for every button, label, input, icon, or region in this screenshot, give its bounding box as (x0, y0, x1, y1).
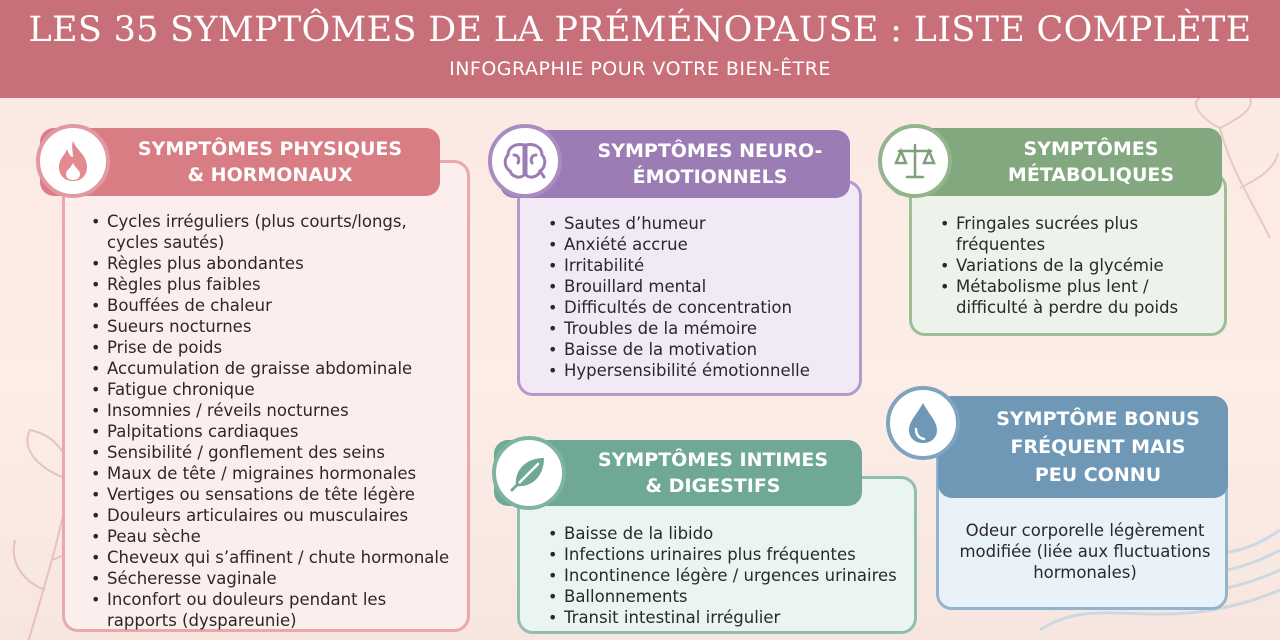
list-item: • Vertiges ou sensations de tête légère (89, 484, 459, 505)
list-item: • Prise de poids (89, 337, 459, 358)
flame-icon (36, 124, 110, 198)
scale-icon (878, 124, 952, 198)
list-item: • Troubles de la mémoire (546, 318, 856, 339)
list-item: • Sueurs nocturnes (89, 316, 459, 337)
intimate-symptoms-list (546, 523, 916, 628)
list-item: • Sensibilité / gonflement des seins (89, 442, 459, 463)
list-item: • Baisse de la motivation (546, 339, 856, 360)
list-item: • Difficultés de concentration (546, 297, 856, 318)
intimate-symptoms-title: SYMPTÔMES INTIMES & DIGESTIFS (597, 449, 829, 497)
list-item: • Fringales sucrées plus fréquentes (938, 213, 1222, 255)
leaf-icon (492, 436, 566, 510)
list-item: • Règles plus abondantes (89, 253, 459, 274)
list-item: • Palpitations cardiaques (89, 421, 459, 442)
list-item: • Irritabilité (546, 255, 856, 276)
list-item: • Transit intestinal irrégulier (546, 607, 916, 628)
list-item: • Variations de la glycémie (938, 255, 1222, 276)
header-banner (0, 0, 1280, 98)
metabolic-symptoms-card (909, 172, 1227, 336)
list-item: • Fatigue chronique (89, 379, 459, 400)
list-item: • Sautes d’humeur (546, 213, 856, 234)
list-item: • Métabolisme plus lent / difficulté à perdre du poids (938, 276, 1222, 318)
physical-symptoms-card (62, 160, 470, 632)
list-item: • Insomnies / réveils nocturnes (89, 400, 459, 421)
metabolic-symptoms-list (938, 213, 1222, 318)
page-title: LES 35 SYMPTÔMES DE LA PRÉMÉNOPAUSE : LISTE COMPLÈTE (28, 10, 1252, 50)
neuro-symptoms-list (546, 213, 856, 381)
list-item: • Cycles irréguliers (plus courts/longs, cycles sautés) (89, 211, 459, 253)
list-item: • Inconfort ou douleurs pendant les rapports (dyspareunie) (89, 589, 459, 631)
list-item: • Sécheresse vaginale (89, 568, 459, 589)
bonus-symptom-text: Odeur corporelle légèrement modifiée (liée aux fluctuations hormonales) (959, 521, 1211, 582)
bonus-symptom-heading (938, 396, 1228, 498)
list-item: • Peau sèche (89, 526, 459, 547)
neuro-symptoms-title: SYMPTÔMES NEURO-ÉMOTIONNELS (597, 140, 823, 188)
physical-symptoms-title: SYMPTÔMES PHYSIQUES & HORMONAUX (137, 138, 403, 186)
physical-symptoms-list (89, 211, 459, 631)
page-subtitle: INFOGRAPHIE POUR VOTRE BIEN-ÊTRE (449, 58, 831, 80)
list-item: • Incontinence légère / urgences urinaires (546, 565, 916, 586)
brain-icon (488, 124, 562, 198)
list-item: • Hypersensibilité émotionnelle (546, 360, 856, 381)
neuro-symptoms-card (517, 180, 862, 396)
list-item: • Douleurs articulaires ou musculaires (89, 505, 459, 526)
list-item: • Maux de tête / migraines hormonales (89, 463, 459, 484)
list-item: • Ballonnements (546, 586, 916, 607)
metabolic-symptoms-title: SYMPTÔMES MÉTABOLIQUES (1007, 138, 1175, 186)
list-item: • Anxiété accrue (546, 234, 856, 255)
water-drop-icon (886, 386, 960, 460)
list-item: • Infections urinaires plus fréquentes (546, 544, 916, 565)
list-item: • Accumulation de graisse abdominale (89, 358, 459, 379)
list-item: • Bouffées de chaleur (89, 295, 459, 316)
list-item: • Brouillard mental (546, 276, 856, 297)
list-item: • Cheveux qui s’affinent / chute hormonale (89, 547, 459, 568)
list-item: • Baisse de la libido (546, 523, 916, 544)
bonus-symptom-title: SYMPTÔME BONUS FRÉQUENT MAIS PEU CONNU (996, 408, 1200, 486)
list-item: • Règles plus faibles (89, 274, 459, 295)
